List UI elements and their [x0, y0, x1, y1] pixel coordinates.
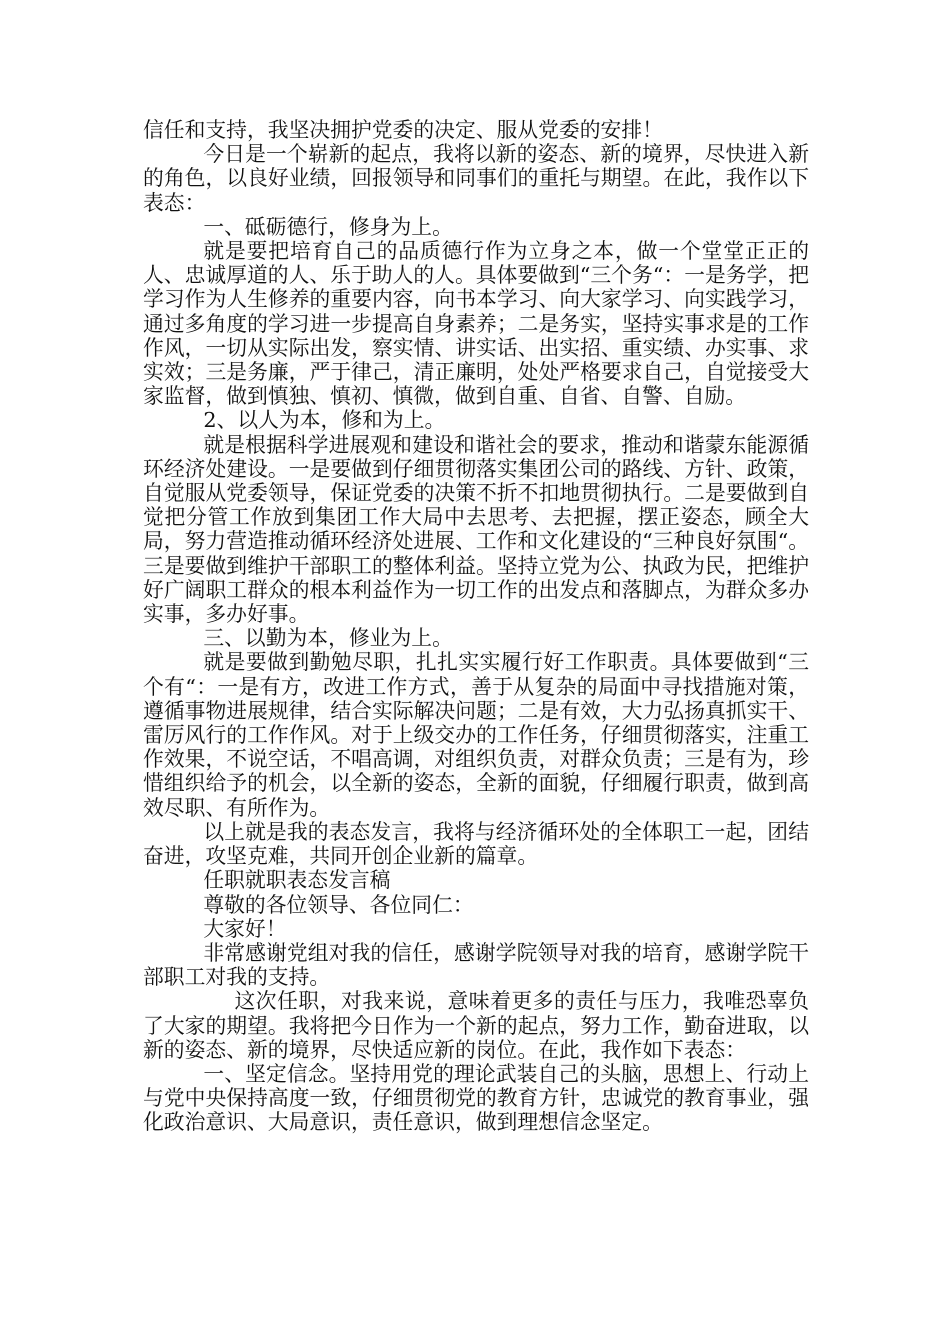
paragraph: 这次任职，对我来说，意味着更多的责任与压力，我唯恐辜负了大家的期望。我将把今日作为一个新的起点，努力工作，勤奋进取，以新的姿态、新的境界，尽快适应新的岗位。在此，我作如下表态： [143, 989, 809, 1062]
paragraph: 就是要把培育自己的品质德行作为立身之本，做一个堂堂正正的人、忠诚厚道的人、乐于助人的人。具体要做到“三个务“：一是务学，把学习作为人生修养的重要内容，向书本学习、向大家学习、向实践学习，通过多角度的学习进一步提高自身素养；二是务实，坚持实事求是的工作作风，一切从实际出发，察实情、讲实话、出实招、重实绩、办实事、求实效；三是务廉，严于律己，清正廉明，处处严格要求自己，自觉接受大家监督，做到慎独、慎初、慎微，做到自重、自省、自警、自励。 [143, 239, 809, 409]
paragraph: 就是根据科学进展观和建设和谐社会的要求，推动和谐蒙东能源循环经济处建设。一是要做到仔细贯彻落实集团公司的路线、方针、政策，自觉服从党委领导，保证党委的决策不折不扣地贯彻执行。二是要做到自觉把分管工作放到集团工作大局中去思考、去把握，摆正姿态，顾全大局，努力营造推动循环经济处进展、工作和文化建设的“三种良好氛围“。三是要做到维护干部职工的整体利益。坚持立党为公、执政为民，把维护好广阔职工群众的根本利益作为一切工作的出发点和落脚点，为群众多办实事，多办好事。 [143, 432, 809, 627]
document-body [143, 118, 809, 1135]
section-heading: 三、以勤为本，修业为上。 [203, 626, 453, 651]
paragraph: 以上就是我的表态发言，我将与经济循环处的全体职工一起，团结奋进，攻坚克难，共同开创企业新的篇章。 [143, 819, 809, 869]
section-heading: 一、砥砺德行，修身为上。 [203, 214, 453, 239]
paragraph: 非常感谢党组对我的信任，感谢学院领导对我的培育，感谢学院干部职工对我的支持。 [143, 940, 809, 990]
greeting: 大家好！ [203, 916, 287, 941]
section-heading: 2、以人为本，修和为上。 [203, 408, 446, 433]
paragraph: 就是要做到勤勉尽职，扎扎实实履行好工作职责。具体要做到“三个有“：一是有方，改进工作方式，善于从复杂的局面中寻找措施对策，遵循事物进展规律，结合实际解决问题；二是有效，大力弘扬真抓实干、雷厉风行的工作作风。对于上级交办的工作任务，仔细贯彻落实，注重工作效果，不说空话，不唱高调，对组织负责，对群众负责；三是有为，珍惜组织给予的机会，以全新的姿态，全新的面貌，仔细履行职责，做到高效尽职、有所作为。 [143, 650, 809, 820]
paragraph: 今日是一个崭新的起点，我将以新的姿态、新的境界，尽快进入新的角色，以良好业绩，回报领导和同事们的重托与期望。在此，我作以下表态： [143, 142, 809, 215]
salutation: 尊敬的各位领导、各位同仁： [203, 892, 474, 917]
paragraph: 一、坚定信念。坚持用党的理论武装自己的头脑，思想上、行动上与党中央保持高度一致，仔细贯彻党的教育方针，忠诚党的教育事业，强化政治意识、大局意识，责任意识，做到理想信念坚定。 [143, 1061, 809, 1135]
document-subtitle: 任职就职表态发言稿 [203, 868, 391, 893]
paragraph: 信任和支持，我坚决拥护党委的决定、服从党委的安排！ [143, 118, 663, 142]
